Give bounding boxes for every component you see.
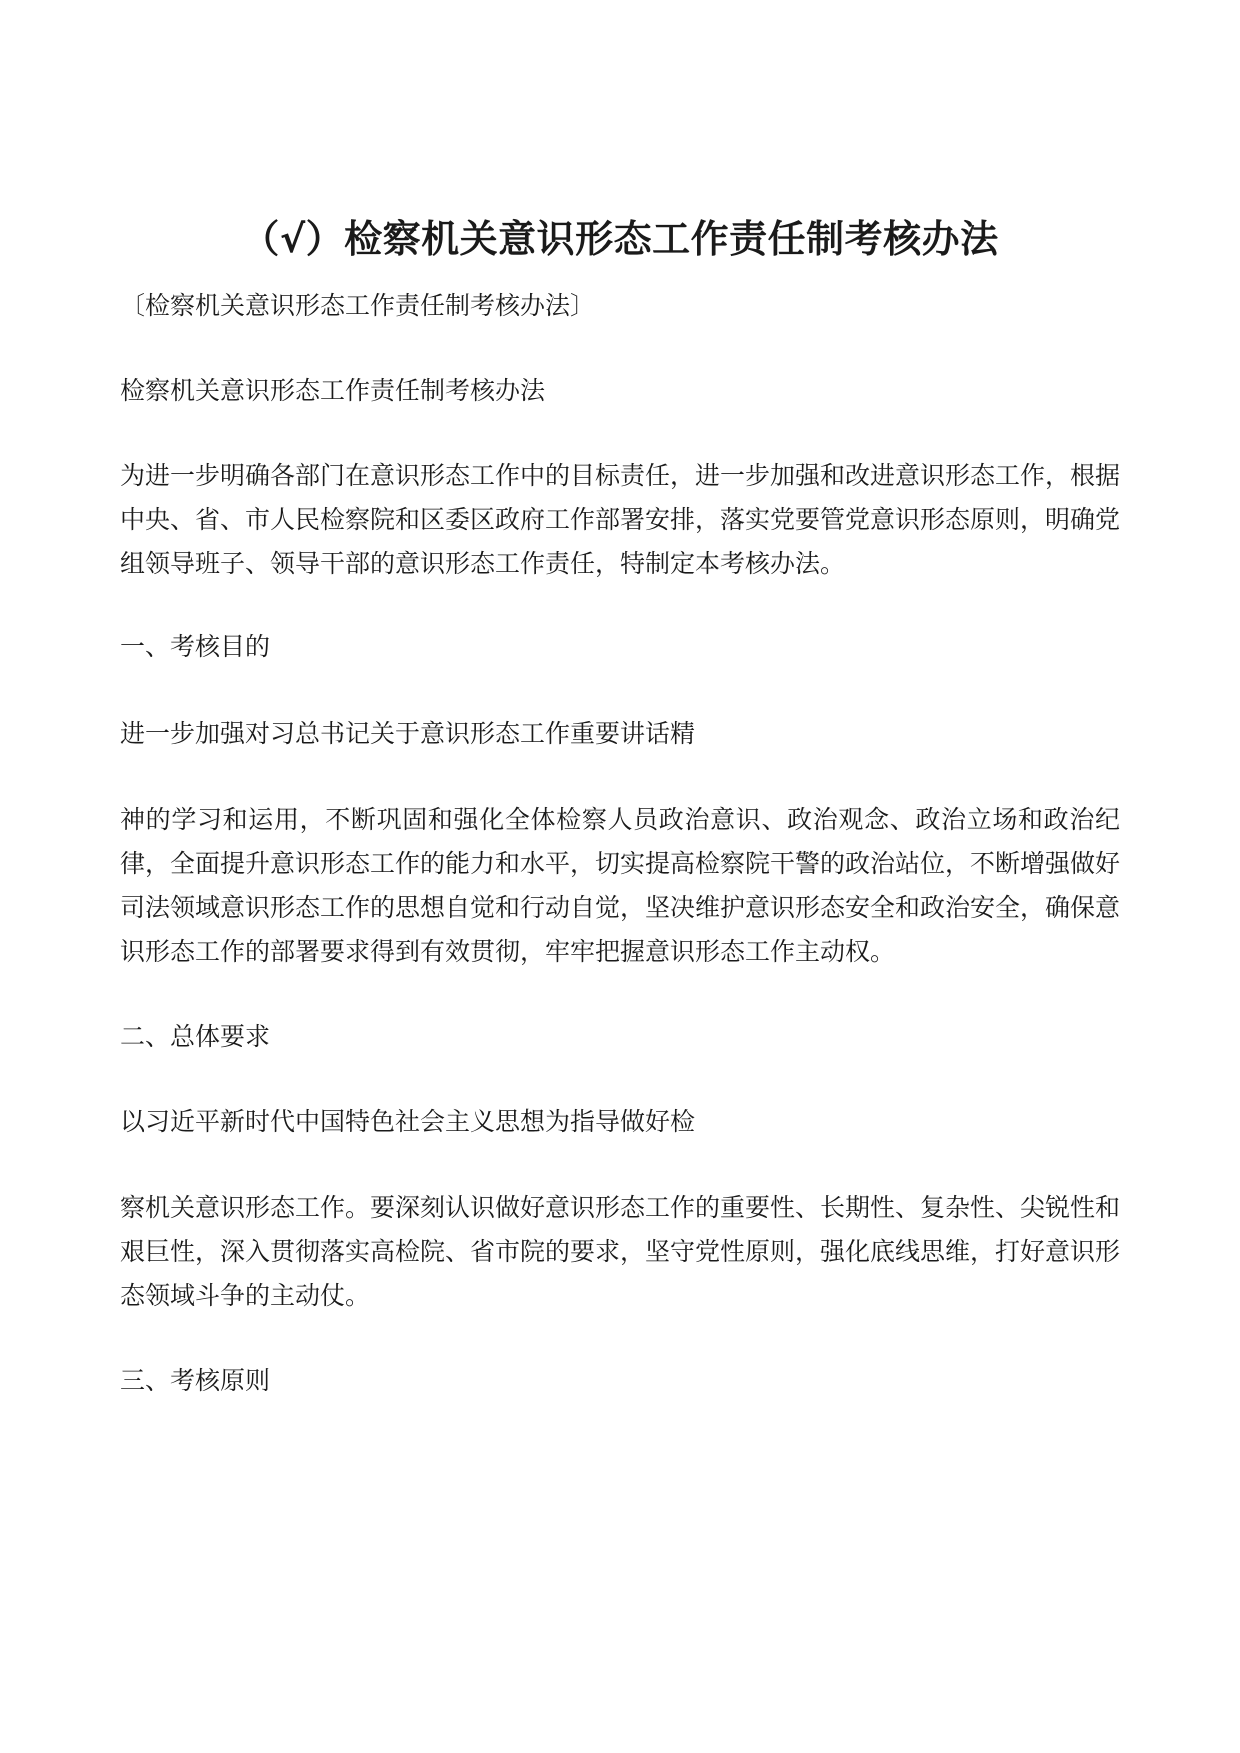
section-heading-2: 二、总体要求 [120,1022,271,1051]
section-heading-1: 一、考核目的 [120,632,271,661]
document-title: （√）检察机关意识形态工作责任制考核办法 [241,217,999,262]
intro-paragraph: 为进一步明确各部门在意识形态工作中的目标责任，进一步加强和改进意识形态工作，根据中央、省、市人民检察院和区委区政府工作部署安排，落实党要管党意识形态原则，明确党组领导班子、领导干部的意识形态工作责任，特制定本考核办法。 [120,461,1121,578]
section-1-lead-line: 进一步加强对习总书记关于意识形态工作重要讲话精 [120,719,696,748]
section-2-paragraph: 察机关意识形态工作。要深刻认识做好意识形态工作的重要性、长期性、复杂性、尖锐性和艰巨性，深入贯彻落实高检院、省市院的要求，坚守党性原则，强化底线思维，打好意识形态领域斗争的主动仗。 [120,1193,1121,1310]
subtitle-plain: 检察机关意识形态工作责任制考核办法 [120,376,546,405]
section-heading-3: 三、考核原则 [120,1366,271,1395]
subtitle-bracketed: 〔检察机关意识形态工作责任制考核办法〕 [120,291,596,320]
section-2-lead-line: 以习近平新时代中国特色社会主义思想为指导做好检 [120,1107,696,1136]
section-1-paragraph: 神的学习和运用，不断巩固和强化全体检察人员政治意识、政治观念、政治立场和政治纪律，全面提升意识形态工作的能力和水平，切实提高检察院干警的政治站位，不断增强做好司法领域意识形态工作的思想自觉和行动自觉，坚决维护意识形态安全和政治安全，确保意识形态工作的部署要求得到有效贯彻，牢牢把握意识形态工作主动权。 [120,805,1121,966]
